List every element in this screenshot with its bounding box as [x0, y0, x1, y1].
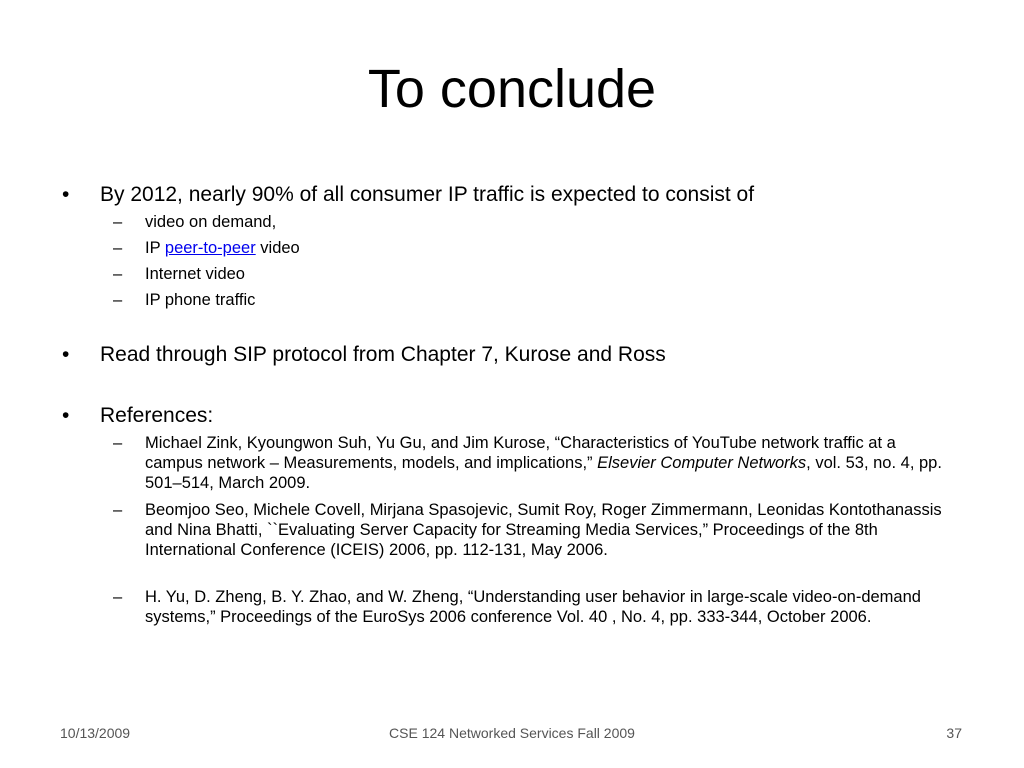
sub-bullet-p2p-video	[145, 238, 300, 258]
journal-name: Elsevier Computer Networks	[597, 454, 807, 472]
sub-bullet-text: video	[255, 239, 300, 257]
dash-marker: –	[113, 213, 123, 231]
dash-marker: –	[113, 501, 123, 519]
bullet-traffic-forecast: By 2012, nearly 90% of all consumer IP traffic is expected to consist of	[100, 183, 755, 206]
footer-date: 10/13/2009	[60, 725, 131, 741]
sub-bullet-ip-phone: IP phone traffic	[145, 291, 256, 309]
bullet-marker: •	[62, 343, 70, 366]
sub-bullet-internet-video: Internet video	[145, 265, 245, 283]
bullet-marker: •	[62, 404, 70, 427]
bullet-marker: •	[62, 183, 70, 206]
bullet-references: References:	[100, 404, 214, 427]
dash-marker: –	[113, 434, 123, 452]
peer-to-peer-link[interactable]: peer-to-peer	[164, 239, 256, 257]
slide-title: To conclude	[367, 59, 657, 119]
reference-text: , vol. 53, no. 4, pp. 501–514, March 2009.	[145, 454, 942, 492]
sub-bullet-video-on-demand: video on demand,	[145, 213, 277, 231]
reference-zink	[145, 433, 945, 493]
footer-course: CSE 124 Networked Services Fall 2009	[389, 725, 635, 741]
footer-page-number: 37	[946, 725, 962, 741]
reference-yu: H. Yu, D. Zheng, B. Y. Zhao, and W. Zheng, “Understanding user behavior in large-scale video-on-demand systems,” Proceedings of the EuroSys 2006 conference Vol. 40 , No. 4, pp. 333-344, October 2006.	[145, 588, 921, 626]
bullet-sip-reading: Read through SIP protocol from Chapter 7, Kurose and Ross	[100, 343, 666, 366]
dash-marker: –	[113, 588, 123, 606]
dash-marker: –	[113, 291, 123, 309]
dash-marker: –	[113, 265, 123, 283]
dash-marker: –	[113, 239, 123, 257]
reference-text: Michael Zink, Kyoungwon Suh, Yu Gu, and Jim Kurose, “Characteristics of YouTube network traffic at a campus network – Measurements, models, and implications,”	[145, 434, 896, 472]
reference-seo: Beomjoo Seo, Michele Covell, Mirjana Spasojevic, Sumit Roy, Roger Zimmermann, Leonidas Kontothanassis and Nina Bhatti, ``Evaluating Server Capacity for Streaming Media Services,” Proceedings of the 8th International Conference (ICEIS) 2006, pp. 112-131, May 2006.	[145, 501, 942, 559]
sub-bullet-text: IP	[145, 239, 165, 257]
